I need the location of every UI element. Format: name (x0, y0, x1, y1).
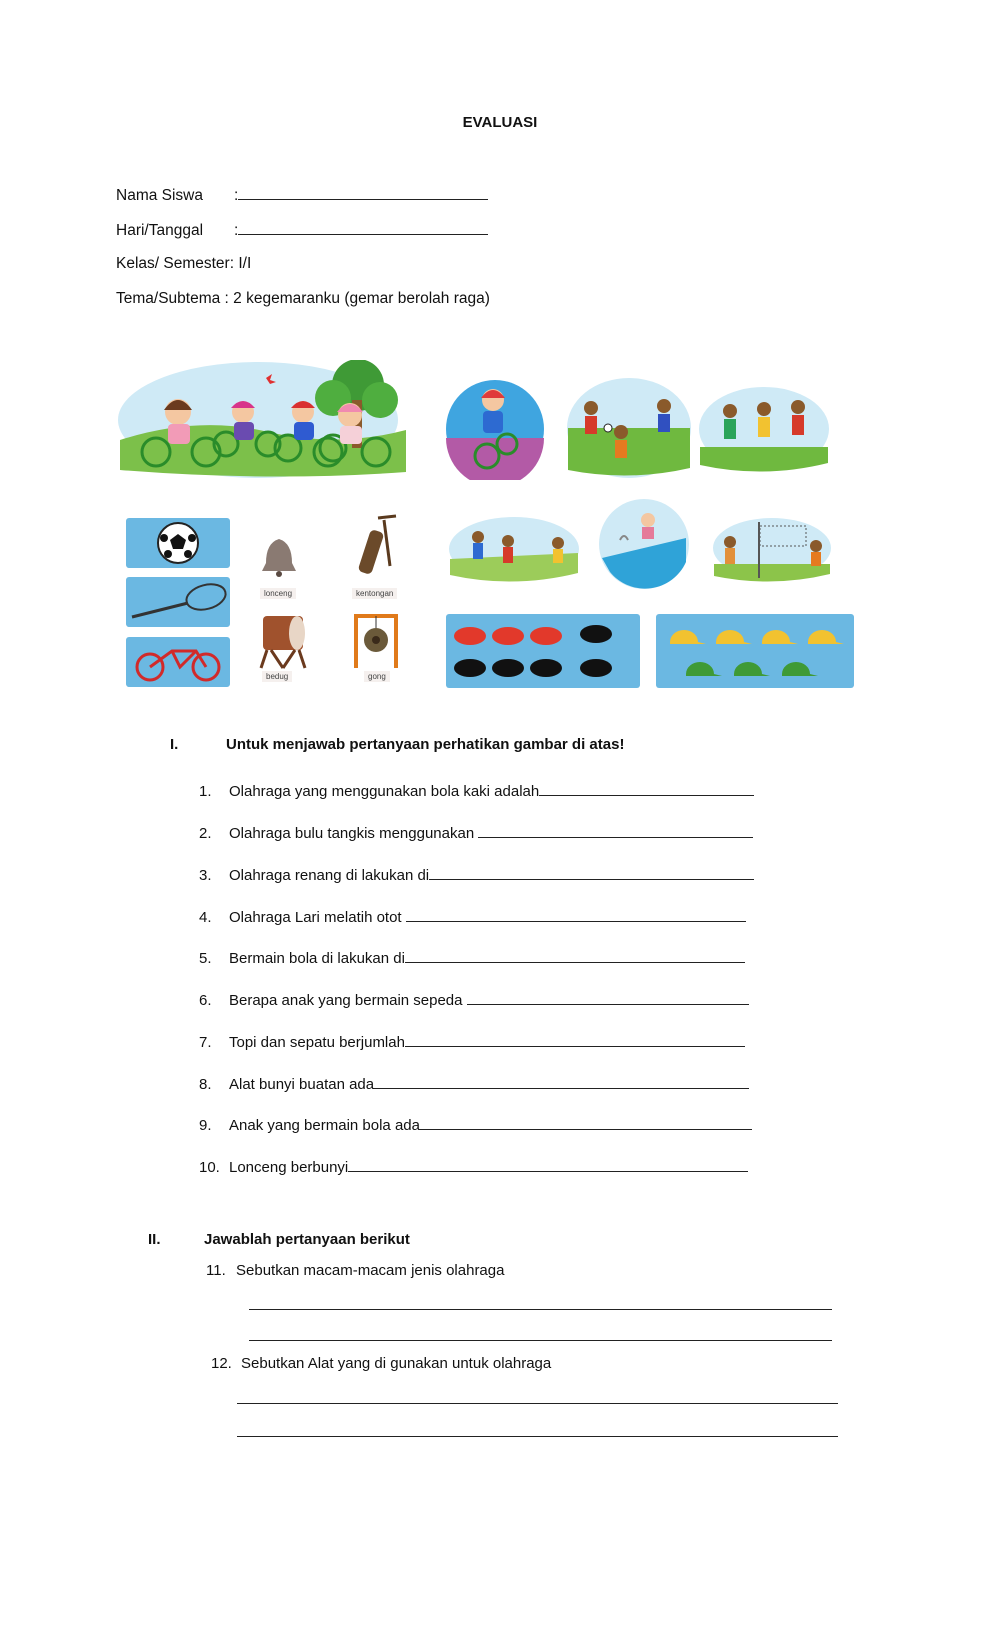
question-number: 10. (199, 1159, 220, 1176)
bell-picture (258, 537, 300, 577)
question-text: Olahraga yang menggunakan bola kaki adalah (229, 783, 540, 800)
question-number: 12. (211, 1355, 232, 1372)
kids-cycling-illustration (118, 360, 408, 480)
section1-numeral: I. (170, 736, 179, 753)
question-9 (199, 1115, 752, 1134)
kentongan-picture (350, 514, 402, 576)
boy-cycling-illustration (445, 378, 545, 480)
question-4 (199, 907, 746, 926)
gong-picture (350, 612, 402, 670)
question-5 (199, 948, 745, 967)
answer-blank[interactable] (539, 781, 754, 796)
student-name-field (116, 185, 488, 205)
question-text: Anak yang bermain bola ada (229, 1117, 420, 1134)
answer-blank[interactable] (374, 1074, 749, 1089)
badminton-play-illustration (712, 516, 832, 588)
question-10 (199, 1157, 748, 1176)
kids-running-illustration (698, 385, 830, 479)
page-title: EVALUASI (462, 114, 538, 131)
question-text: Bermain bola di lakukan di (229, 950, 405, 967)
label-gong: gong (364, 671, 390, 682)
question-8 (199, 1074, 749, 1093)
date-blank[interactable] (238, 220, 488, 235)
bicycle-picture (126, 637, 230, 687)
soccer-ball-picture (126, 518, 230, 568)
class-semester: Kelas/ Semester: I/I (116, 255, 252, 272)
question-1 (199, 781, 754, 800)
question-text: Olahraga bulu tangkis menggunakan (229, 825, 479, 842)
question-text: Topi dan sepatu berjumlah (229, 1034, 405, 1051)
swimming-pool-illustration (598, 498, 690, 590)
date-label: Hari/Tanggal (116, 222, 204, 239)
caps-picture (656, 614, 854, 688)
answer-line[interactable] (249, 1340, 832, 1341)
kids-playing-football-illustration (566, 378, 692, 482)
kids-playing-ball-illustration (448, 515, 580, 589)
question-text: Lonceng berbunyi (229, 1159, 349, 1176)
question-11 (206, 1262, 504, 1279)
answer-line[interactable] (237, 1436, 838, 1437)
answer-line[interactable] (237, 1403, 838, 1404)
question-number: 6. (199, 992, 212, 1009)
question-number: 5. (199, 950, 212, 967)
answer-blank[interactable] (467, 990, 749, 1005)
question-text: Berapa anak yang bermain sepeda (229, 992, 467, 1009)
answer-blank[interactable] (420, 1115, 752, 1130)
question-number: 4. (199, 909, 212, 926)
question-6 (199, 990, 749, 1009)
date-field (116, 220, 488, 240)
badminton-racket-picture (126, 577, 230, 627)
question-text: Olahraga Lari melatih otot (229, 909, 406, 926)
theme-subtheme: Tema/Subtema : 2 kegemaranku (gemar berolah raga) (116, 290, 490, 307)
student-name-label: Nama Siswa (116, 187, 203, 204)
answer-blank[interactable] (405, 948, 745, 963)
student-name-sep: : (234, 187, 239, 204)
question-number: 7. (199, 1034, 212, 1051)
question-text: Sebutkan Alat yang di gunakan untuk olahraga (241, 1355, 552, 1372)
question-12 (211, 1355, 551, 1372)
question-number: 2. (199, 825, 212, 842)
label-lonceng: lonceng (260, 588, 296, 599)
section1-heading: Untuk menjawab pertanyaan perhatikan gambar di atas! (226, 736, 625, 753)
section2-heading: Jawablah pertanyaan berikut (204, 1231, 410, 1248)
question-number: 11. (206, 1262, 226, 1279)
answer-blank[interactable] (478, 823, 753, 838)
student-name-blank[interactable] (238, 185, 488, 200)
bedug-picture (257, 612, 309, 670)
question-3 (199, 865, 754, 884)
section2-numeral: II. (148, 1231, 161, 1248)
shoes-picture (446, 614, 640, 688)
question-text: Sebutkan macam-macam jenis olahraga (236, 1262, 505, 1279)
question-text: Alat bunyi buatan ada (229, 1076, 375, 1093)
question-number: 3. (199, 867, 212, 884)
question-number: 8. (199, 1076, 212, 1093)
question-7 (199, 1032, 745, 1051)
answer-blank[interactable] (348, 1157, 748, 1172)
label-bedug: bedug (262, 671, 292, 682)
answer-blank[interactable] (429, 865, 754, 880)
question-2 (199, 823, 753, 842)
answer-line[interactable] (249, 1309, 832, 1310)
question-text: Olahraga renang di lakukan di (229, 867, 430, 884)
answer-blank[interactable] (406, 907, 746, 922)
date-sep: : (234, 222, 239, 239)
label-kentongan: kentongan (352, 588, 397, 599)
question-number: 9. (199, 1117, 212, 1134)
question-number: 1. (199, 783, 212, 800)
answer-blank[interactable] (405, 1032, 745, 1047)
